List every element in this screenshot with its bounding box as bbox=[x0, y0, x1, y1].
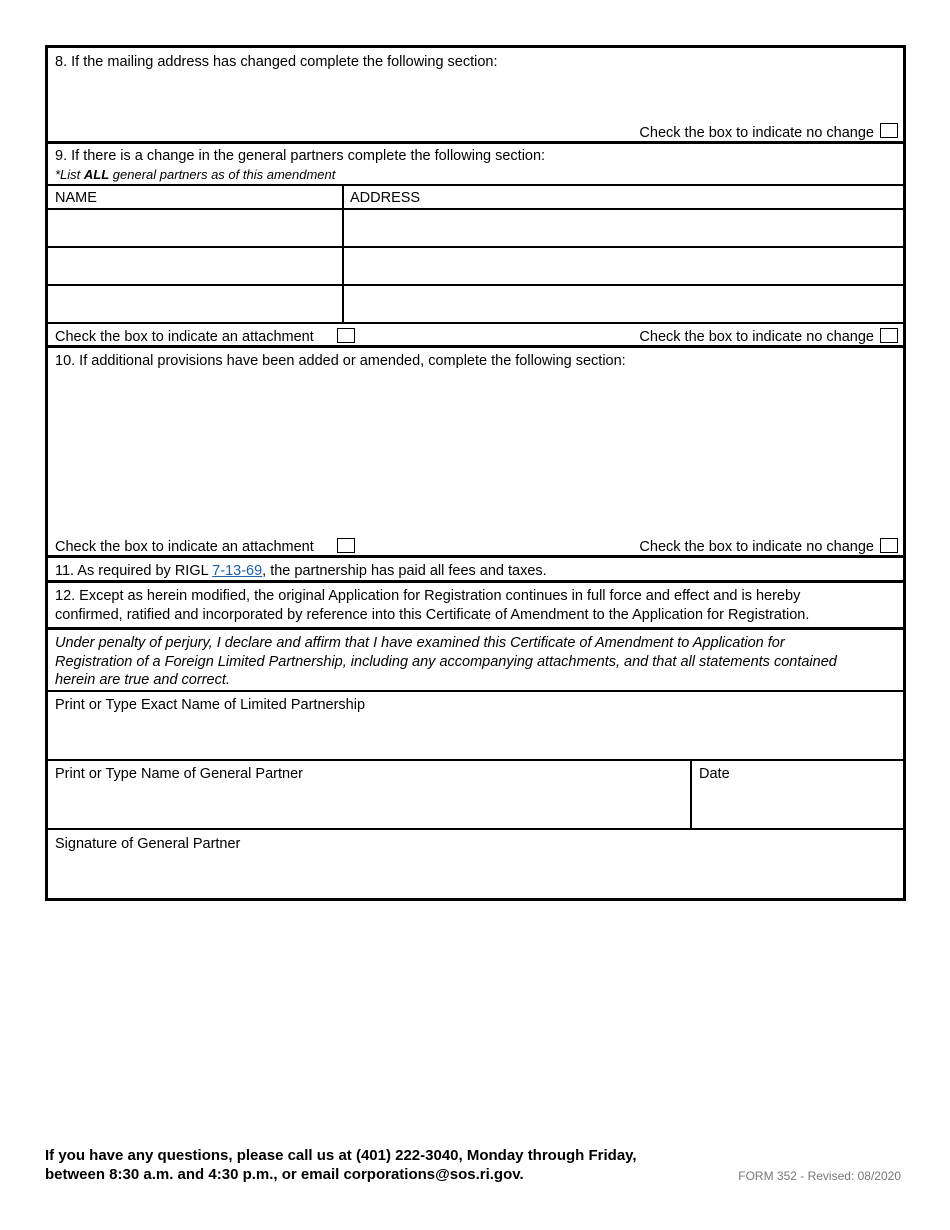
contact-line-2: between 8:30 a.m. and 4:30 p.m., or email corporations@sos.ri.gov. bbox=[45, 1166, 524, 1183]
general-partner-name-label: Print or Type Name of General Partner bbox=[55, 766, 303, 782]
partner-name-field[interactable] bbox=[48, 210, 342, 246]
divider bbox=[48, 690, 903, 692]
column-header-name: NAME bbox=[55, 190, 97, 206]
section-8-mailing-address-field[interactable] bbox=[48, 73, 903, 118]
general-partner-name-field[interactable] bbox=[48, 785, 690, 827]
section-12-line-1: 12. Except as herein modified, the original Application for Registration continues in full force and effect and is hereby bbox=[55, 588, 801, 604]
partnership-name-label: Print or Type Exact Name of Limited Partnership bbox=[55, 697, 366, 713]
section-10-attachment-label: Check the box to indicate an attachment bbox=[55, 539, 314, 555]
divider bbox=[48, 555, 903, 558]
section-9-attachment-label: Check the box to indicate an attachment bbox=[55, 329, 314, 345]
divider bbox=[48, 759, 903, 761]
section-10-provisions-field[interactable] bbox=[48, 372, 903, 532]
partner-name-field[interactable] bbox=[48, 286, 342, 322]
section-9-label: 9. If there is a change in the general partners complete the following section: bbox=[55, 148, 546, 164]
section-11-statement: 11. As required by RIGL 7-13-69, the partnership has paid all fees and taxes. bbox=[55, 563, 547, 579]
section-9-note: *List ALL general partners as of this amendment bbox=[55, 167, 336, 182]
section-10-no-change-checkbox[interactable] bbox=[880, 538, 898, 553]
perjury-line-3: herein are true and correct. bbox=[55, 672, 230, 688]
section-9-no-change-checkbox[interactable] bbox=[880, 328, 898, 343]
date-field[interactable] bbox=[693, 785, 903, 827]
divider bbox=[48, 828, 903, 830]
signature-label: Signature of General Partner bbox=[55, 836, 241, 852]
perjury-line-2: Registration of a Foreign Limited Partnership, including any accompanying attachments, and that all statements contained bbox=[55, 654, 837, 670]
partner-row-2 bbox=[48, 248, 903, 284]
partner-row-3 bbox=[48, 286, 903, 322]
section-8-no-change-label: Check the box to indicate no change bbox=[639, 125, 874, 141]
divider bbox=[48, 141, 903, 144]
divider bbox=[48, 627, 903, 630]
form-number: FORM 352 - Revised: 08/2020 bbox=[738, 1169, 901, 1183]
section-10-attachment-checkbox[interactable] bbox=[337, 538, 355, 553]
perjury-line-1: Under penalty of perjury, I declare and affirm that I have examined this Certificate of Amendment to Application for bbox=[55, 635, 785, 651]
amendment-form bbox=[45, 45, 906, 901]
section-9-no-change-label: Check the box to indicate no change bbox=[639, 329, 874, 345]
section-10-no-change-label: Check the box to indicate no change bbox=[639, 539, 874, 555]
contact-line-1: If you have any questions, please call us at (401) 222-3040, Monday through Friday, bbox=[45, 1147, 637, 1164]
contact-info bbox=[45, 1146, 637, 1184]
section-9-attachment-checkbox[interactable] bbox=[337, 328, 355, 343]
partner-address-field[interactable] bbox=[344, 248, 903, 284]
section-10-label: 10. If additional provisions have been added or amended, complete the following section: bbox=[55, 353, 626, 369]
date-label: Date bbox=[699, 766, 730, 782]
divider bbox=[48, 345, 903, 348]
partner-name-field[interactable] bbox=[48, 248, 342, 284]
section-8-label: 8. If the mailing address has changed complete the following section: bbox=[55, 54, 498, 70]
rigl-link[interactable]: 7-13-69 bbox=[212, 563, 263, 579]
column-header-address: ADDRESS bbox=[350, 190, 421, 206]
partner-address-field[interactable] bbox=[344, 210, 903, 246]
divider bbox=[48, 580, 903, 583]
divider bbox=[48, 322, 903, 324]
section-8-no-change-checkbox[interactable] bbox=[880, 123, 898, 138]
partnership-name-field[interactable] bbox=[48, 716, 903, 758]
partner-address-field[interactable] bbox=[344, 286, 903, 322]
divider bbox=[48, 184, 903, 186]
partner-row-1 bbox=[48, 210, 903, 246]
section-12-line-2: confirmed, ratified and incorporated by reference into this Certificate of Amendment to the Application for Registration. bbox=[55, 607, 810, 623]
column-divider bbox=[690, 760, 692, 829]
signature-field[interactable] bbox=[48, 854, 903, 896]
